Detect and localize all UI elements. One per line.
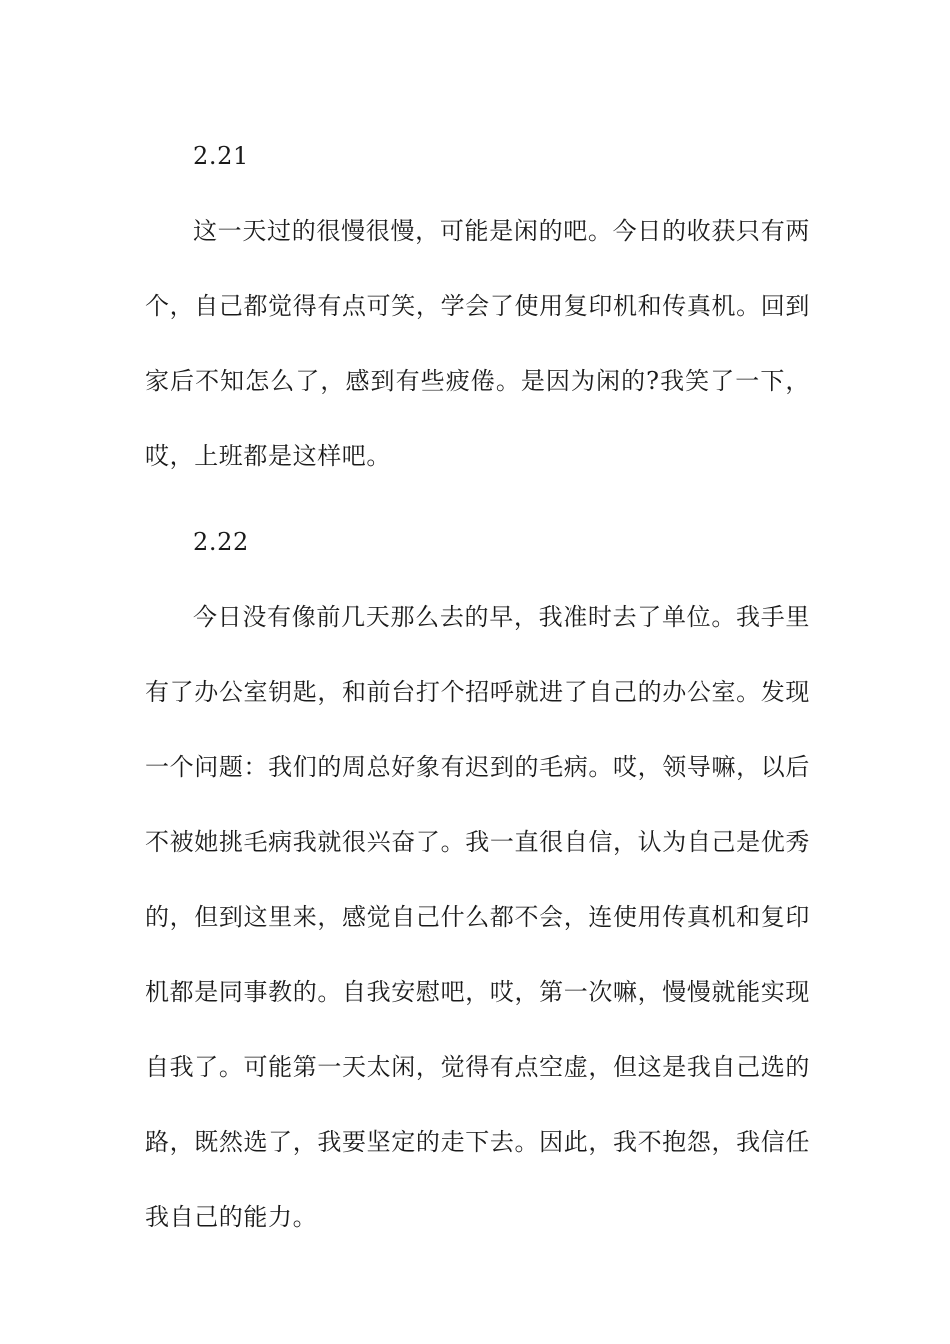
document-content xyxy=(145,128,810,1255)
entry-paragraph: 这一天过的很慢很慢，可能是闲的吧。今日的收获只有两个，自己都觉得有点可笑，学会了使用复印机和传真机。回到家后不知怎么了，感到有些疲倦。是因为闲的?我笑了一下，哎，上班都是这样吧。 xyxy=(145,217,810,470)
entry-date: 2.22 xyxy=(193,528,249,556)
entry-date: 2.21 xyxy=(193,142,249,170)
entry-paragraph: 今日没有像前几天那么去的早，我准时去了单位。我手里有了办公室钥匙，和前台打个招呼就进了自己的办公室。发现一个问题：我们的周总好象有迟到的毛病。哎，领导嘛，以后不被她挑毛病我就很兴奋了。我一直很自信，认为自己是优秀的，但到这里来，感觉自己什么都不会，连使用传真机和复印机都是同事教的。自我安慰吧，哎，第一次嘛，慢慢就能实现自我了。可能第一天太闲，觉得有点空虚，但这是我自己选的路，既然选了，我要坚定的走下去。因此，我不抱怨，我信任我自己的能力。 xyxy=(145,603,810,1231)
